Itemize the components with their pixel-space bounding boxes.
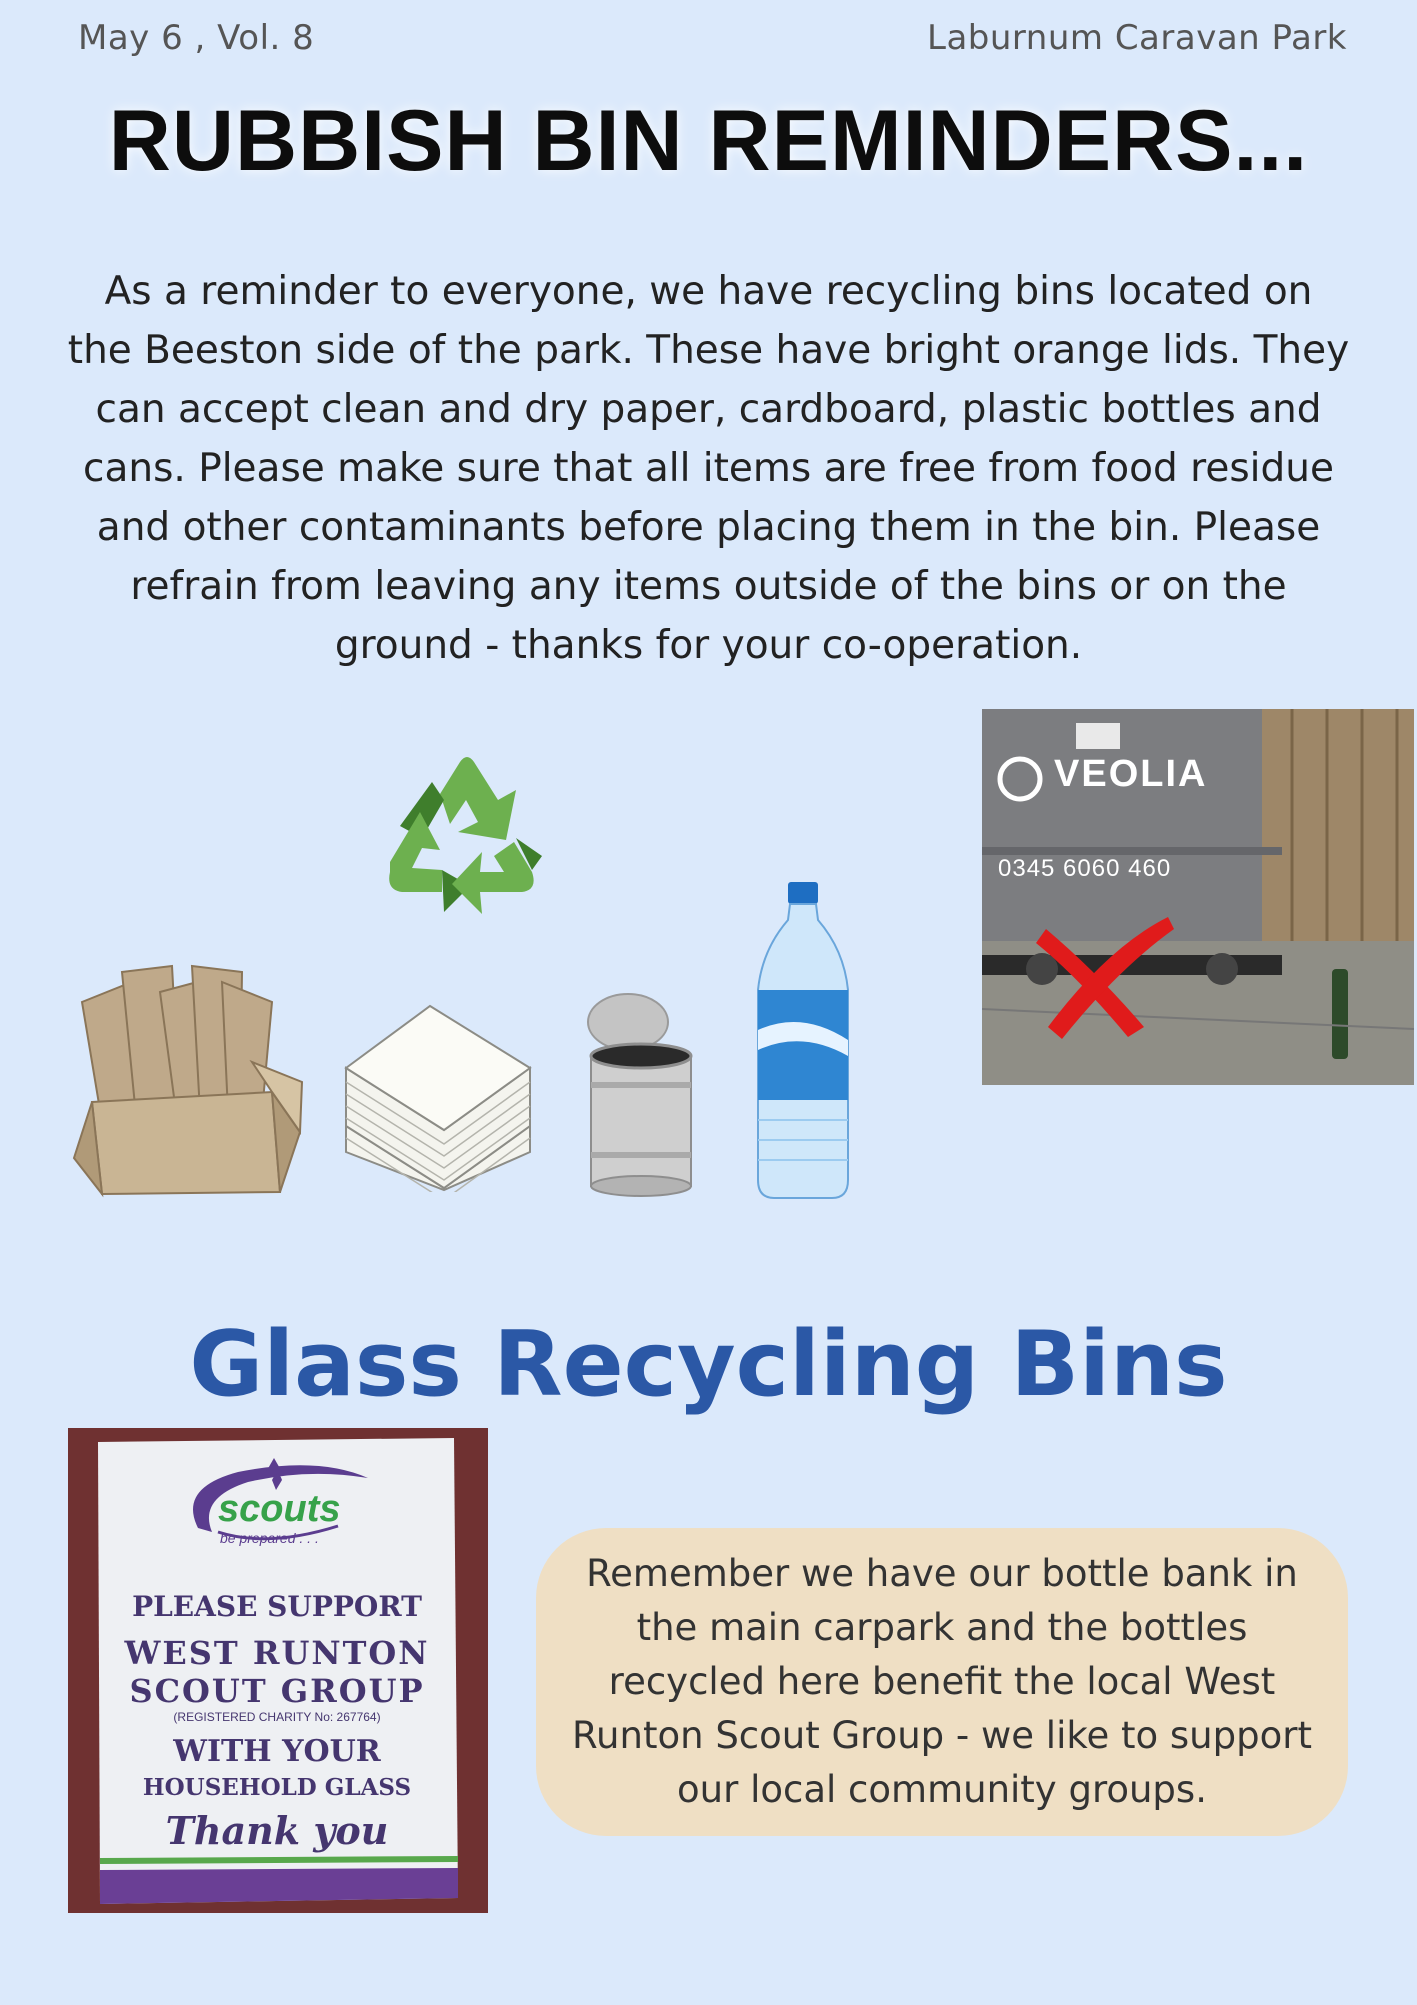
intro-line: the Beeston side of the park. These have bright orange lids. They bbox=[67, 328, 1350, 373]
veolia-bin-photo bbox=[982, 709, 1414, 1085]
paper-stack-icon bbox=[344, 1002, 534, 1192]
intro-line: and other contaminants before placing them in the bin. Please bbox=[96, 505, 1321, 550]
park-name: Laburnum Caravan Park bbox=[927, 18, 1347, 58]
veolia-phone: 0345 6060 460 bbox=[998, 855, 1172, 882]
cross-mark-icon bbox=[1018, 907, 1178, 1047]
note-line: our local community groups. bbox=[677, 1768, 1207, 1811]
note-line: the main carpark and the bottles bbox=[636, 1606, 1248, 1649]
note-line: Runton Scout Group - we like to support bbox=[572, 1714, 1312, 1757]
poster-line: WEST RUNTON bbox=[124, 1634, 430, 1672]
intro-line: can accept clean and dry paper, cardboard, plastic bottles and bbox=[95, 387, 1322, 432]
recycle-icon bbox=[382, 752, 552, 920]
poster-thank-you: Thank you bbox=[165, 1808, 389, 1853]
cardboard-box-icon bbox=[72, 962, 304, 1198]
intro-line: cans. Please make sure that all items are free from food residue bbox=[83, 446, 1334, 491]
tin-can-icon bbox=[586, 992, 696, 1198]
poster-line: SCOUT GROUP bbox=[129, 1672, 425, 1710]
glass-section-title: Glass Recycling Bins bbox=[189, 1312, 1228, 1417]
scouts-logo-text: scouts bbox=[218, 1488, 341, 1530]
poster-charity-number: (REGISTERED CHARITY No: 267764) bbox=[173, 1710, 381, 1724]
poster-line: PLEASE SUPPORT bbox=[132, 1590, 422, 1623]
poster-line: HOUSEHOLD GLASS bbox=[142, 1774, 412, 1801]
note-line: Remember we have our bottle bank in bbox=[586, 1552, 1298, 1595]
page-title: RUBBISH BIN REMINDERS... bbox=[108, 93, 1309, 189]
intro-line: ground - thanks for your co-operation. bbox=[334, 623, 1083, 668]
scout-poster-photo bbox=[68, 1428, 488, 1913]
intro-paragraph bbox=[10, 262, 1407, 675]
issue-date: May 6 , Vol. 8 bbox=[78, 18, 315, 58]
bottle-bank-note bbox=[536, 1528, 1348, 1836]
veolia-brand: VEOLIA bbox=[1054, 753, 1208, 795]
poster-line: WITH YOUR bbox=[173, 1734, 381, 1769]
scouts-tagline: be prepared . . . bbox=[220, 1530, 319, 1546]
intro-line: As a reminder to everyone, we have recycling bins located on bbox=[104, 269, 1313, 314]
note-line: recycled here benefit the local West bbox=[608, 1660, 1276, 1703]
water-bottle-icon bbox=[752, 880, 854, 1202]
intro-line: refrain from leaving any items outside of the bins or on the bbox=[130, 564, 1287, 609]
